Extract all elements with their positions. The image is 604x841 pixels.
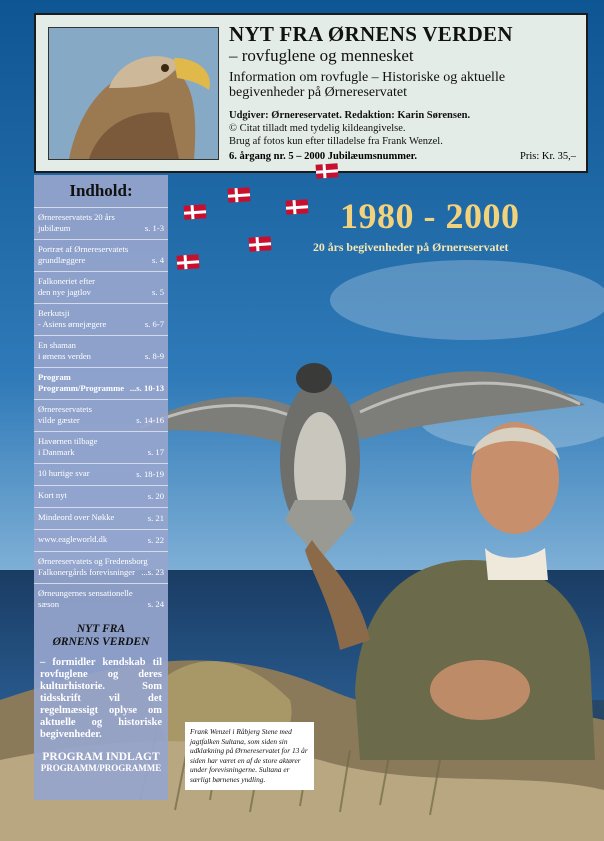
toc-item: Falkoneriet efter den nye jagtlov s. 5 <box>34 271 168 303</box>
toc-item: Ørneungernes sensationelle sæson s. 24 <box>34 583 168 615</box>
toc-page: s. 6-7 <box>144 319 164 329</box>
toc-page: s. 14-16 <box>136 415 164 425</box>
toc-page: ...s. 10-13 <box>129 383 164 393</box>
eagle-photo <box>48 27 219 160</box>
info-line-1: Information om rovfugle – Historiske og aktuelle <box>229 70 506 85</box>
toc-item: www.eagleworld.dk s. 22 <box>34 529 168 551</box>
magazine-title: NYT FRA ØRNENS VERDEN <box>229 22 513 46</box>
jubilee-subtitle: 20 års begivenheder på Ørnereservatet <box>313 240 509 254</box>
toc-item: Kort nyt s. 20 <box>34 485 168 507</box>
danish-flag-icon <box>184 204 207 220</box>
sidebar-title: NYT FRA ØRNENS VERDEN <box>52 623 150 648</box>
toc-item: Mindeord over Nøkke s. 21 <box>34 507 168 529</box>
magazine-subtitle: – rovfuglene og mennesket <box>229 46 414 65</box>
toc-item: Ørnereservatets og Fredensborg Falkonergårds forevisninger ...s. 23 <box>34 551 168 583</box>
price: Pris: Kr. 35,– <box>519 151 576 162</box>
contents-list <box>34 207 168 615</box>
toc-page: s. 20 <box>147 491 164 501</box>
toc-item: Ørnereservatets 20 års jubilæum s. 1-3 <box>34 207 168 239</box>
toc-item: Havørnen tilbage i Danmark s. 17 <box>34 431 168 463</box>
toc-item: Portræt af Ørnereservatets grundlæggere s. 4 <box>34 239 168 271</box>
publisher-line: Udgiver: Ørnereservatet. Redaktion: Karin Sørensen. <box>229 110 471 121</box>
sidebar-description: – formidler kendskab til rovfuglene og deres kulturhistorie. Som tidsskrift vil det regelmæssigt oplyse om aktuelle og historiske begivenheder. <box>40 657 162 740</box>
toc-page: s. 18-19 <box>136 469 164 479</box>
contents-sidebar <box>34 175 168 800</box>
toc-page: s. 17 <box>147 447 164 457</box>
danish-flag-icon <box>228 187 251 203</box>
program-included: PROGRAM INDLAGT <box>42 751 160 763</box>
danish-flag-icon <box>249 236 272 252</box>
info-line-2: begivenheder på Ørnereservatet <box>229 85 408 100</box>
copyright-line: © Citat tilladt med tydelig kildeangivelse. <box>229 123 406 134</box>
toc-page: s. 4 <box>152 255 164 265</box>
toc-page: s. 1-3 <box>144 223 164 233</box>
danish-flag-icon <box>316 163 339 179</box>
masthead <box>34 13 588 173</box>
toc-item: 10 hurtige svar s. 18-19 <box>34 463 168 485</box>
photo-caption: Frank Wenzel i Råbjerg Stene med jagtfalken Sultana, som siden sin udklækning på Ørnereservatet for 13 år siden har været en af de store aktører under forevisningerne. Sultana er særligt børnenes yndling. <box>185 722 314 790</box>
toc-item: En shaman i ørnens verden s. 8-9 <box>34 335 168 367</box>
program-languages: PROGRAMM/PROGRAMME <box>40 763 162 773</box>
toc-page: s. 5 <box>152 287 164 297</box>
issue-number: 6. årgang nr. 5 – 2000 Jubilæumsnummer. <box>229 151 417 162</box>
toc-page: s. 24 <box>147 599 164 609</box>
toc-item: Program Programm/Programme ...s. 10-13 <box>34 367 168 399</box>
jubilee-years: 1980 - 2000 <box>340 196 520 236</box>
toc-page: s. 21 <box>147 513 164 523</box>
toc-item: Berkutsji - Asiens ørnejægere s. 6-7 <box>34 303 168 335</box>
danish-flag-icon <box>177 254 200 270</box>
toc-item: Ørnereservatets vilde gæster s. 14-16 <box>34 399 168 431</box>
contents-heading: Indhold: <box>69 181 133 200</box>
danish-flag-icon <box>286 199 309 215</box>
toc-page: s. 22 <box>147 535 164 545</box>
photo-note: Brug af fotos kun efter tilladelse fra Frank Wenzel. <box>229 136 443 147</box>
toc-page: ...s. 23 <box>141 567 164 577</box>
toc-page: s. 8-9 <box>144 351 164 361</box>
